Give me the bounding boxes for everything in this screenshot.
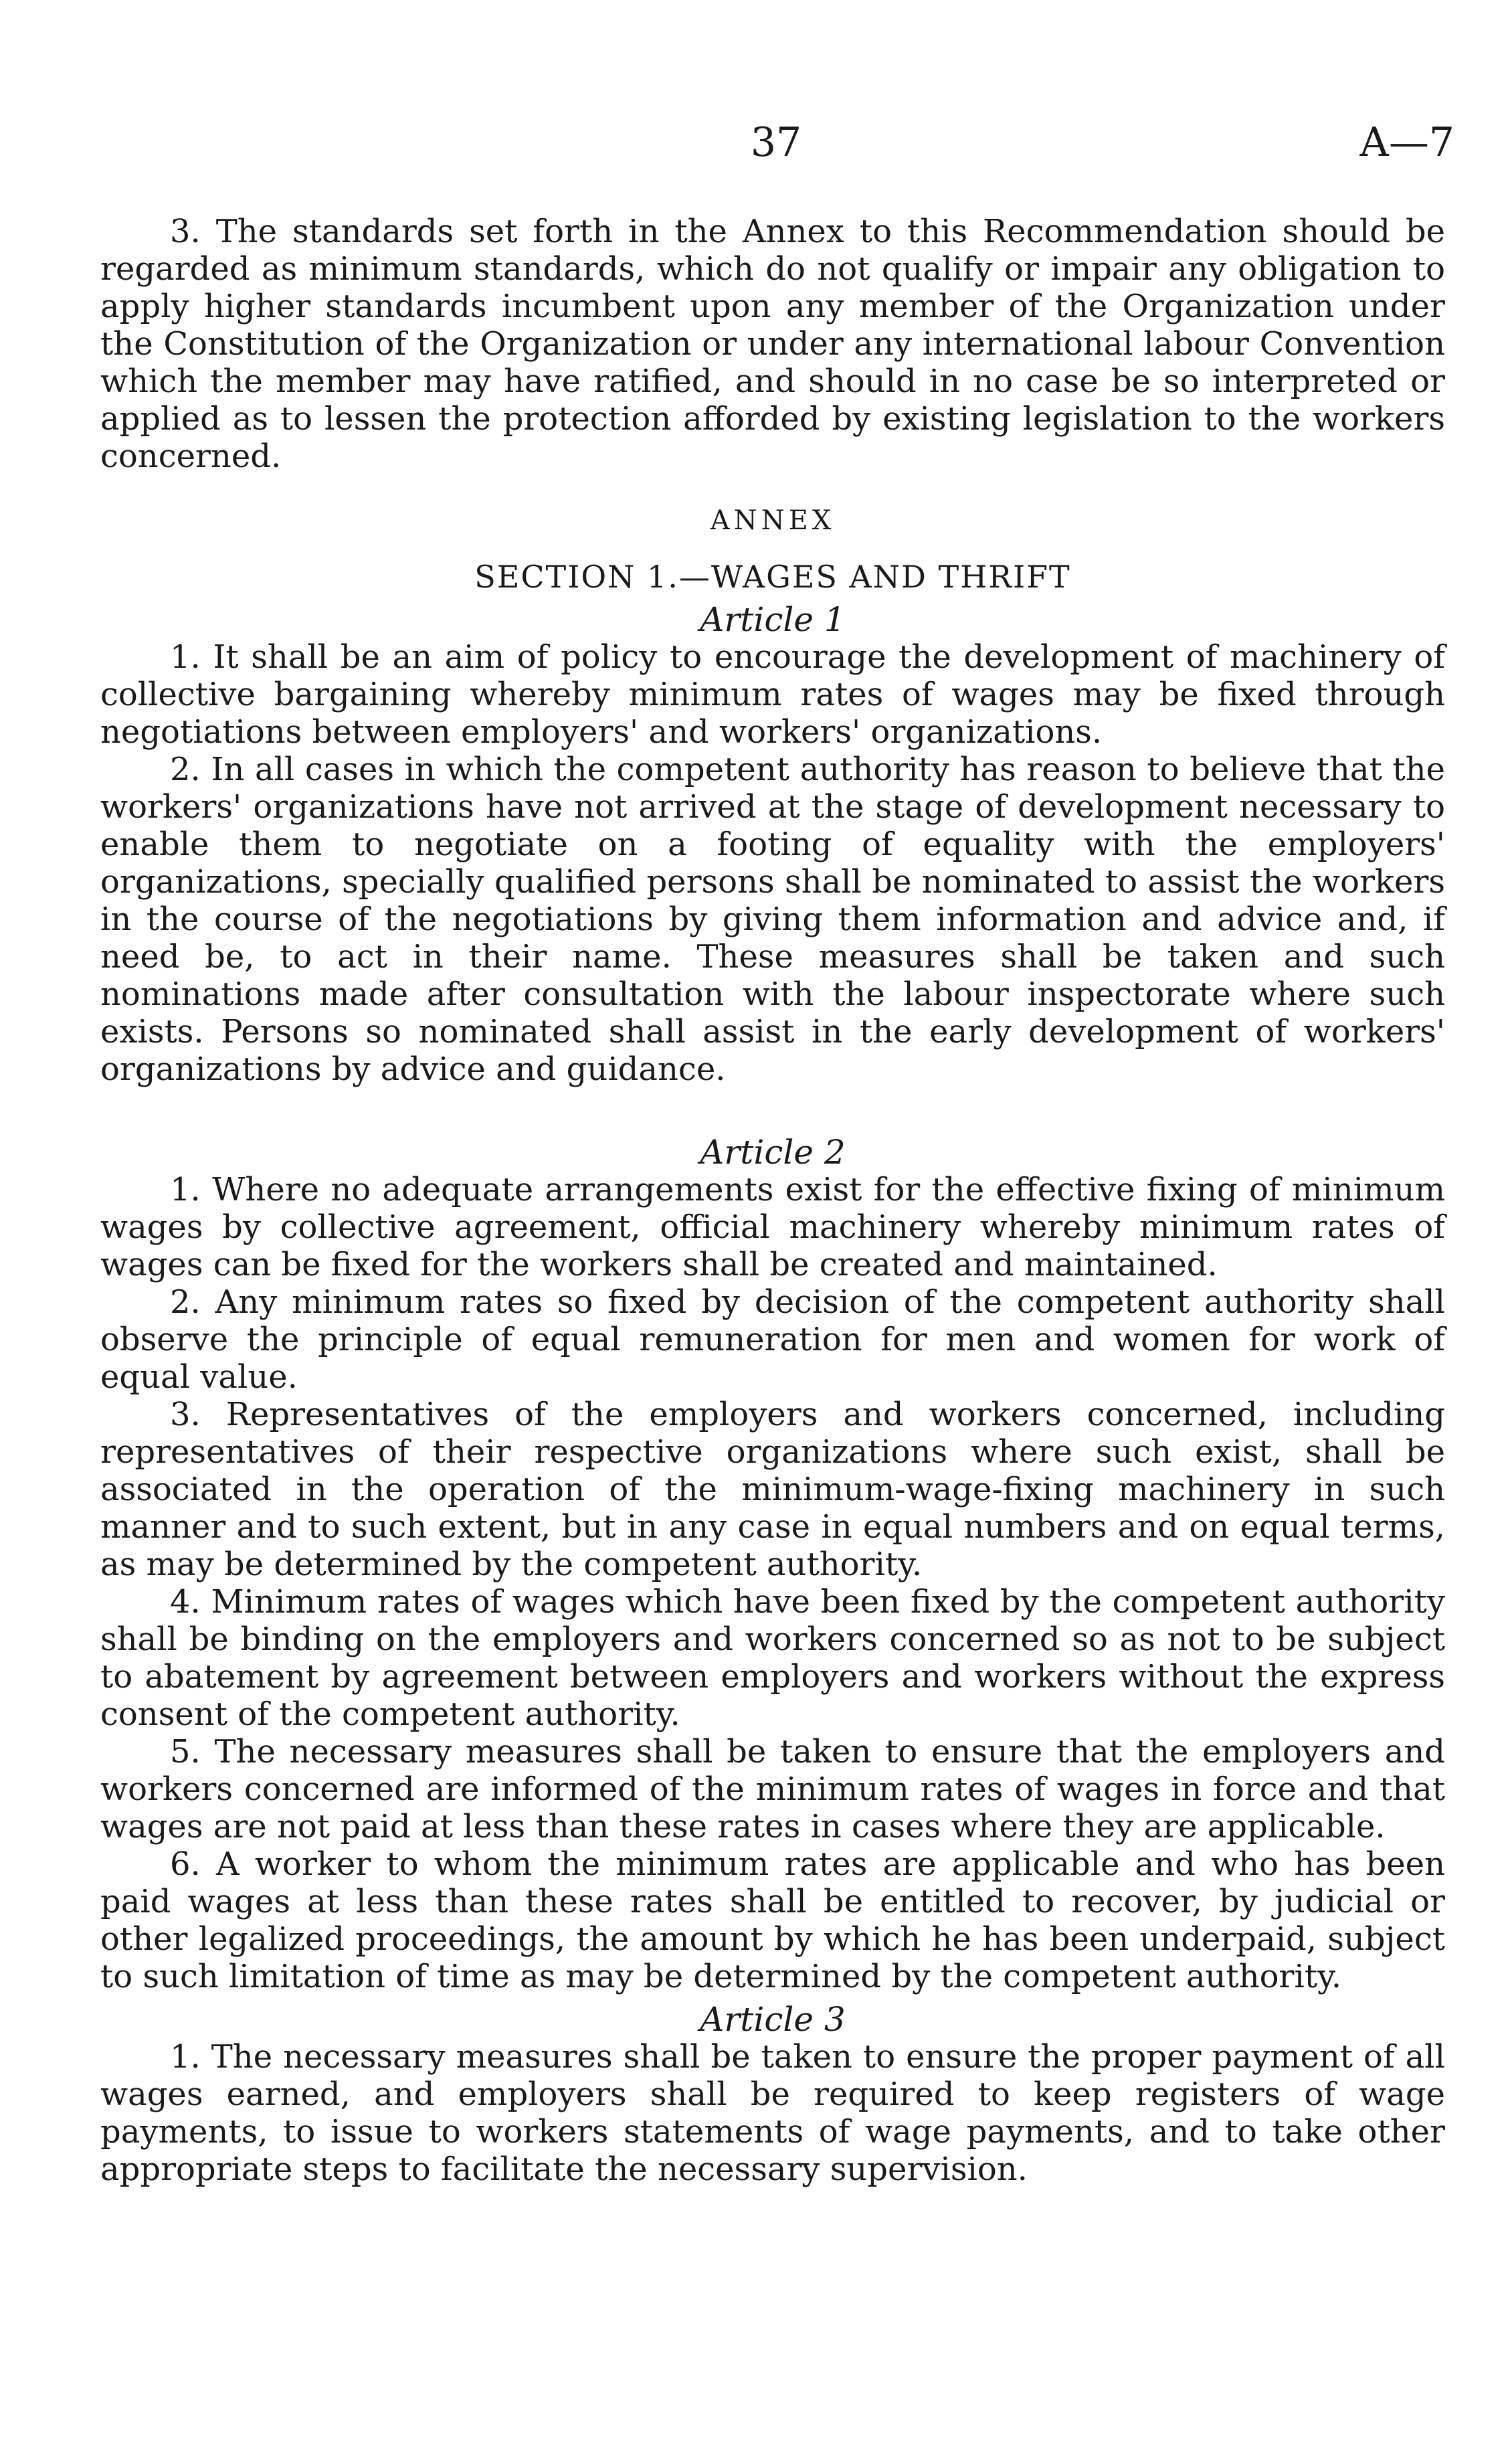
annex-title: ANNEX [710,505,836,536]
document-code: A—7 [1359,119,1454,166]
article-3-paragraph-1: 1. The necessary measures shall be taken to ensure the proper payment of all wages earned, and employers shall be required to keep registers of wage payments, to issue to workers statements of wage payments, and to take other appropriate steps to facilitate the necessary supervision. [100,2038,1445,2188]
article-2-paragraph-1: 1. Where no adequate arrangements exist for the effective fixing of minimum wages by collective agreement, official machinery whereby minimum rates of wages can be fixed for the workers shall be created and maintained. [100,1171,1445,1283]
article-2-paragraph-5: 5. The necessary measures shall be taken to ensure that the employers and workers concerned are informed of the minimum rates of wages in force and that wages are not paid at less than these rates in cases where they are applicable. [100,1733,1445,1845]
article-2-paragraph-6: 6. A worker to whom the minimum rates are applicable and who has been paid wages at less than these rates shall be entitled to recover, by judicial or other legalized proceedings, the amount by which he has been underpaid, subject to such limitation of time as may be determined by the competent authority. [100,1845,1445,1995]
section-heading: SECTION 1.—WAGES AND THRIFT [474,559,1071,595]
document-body [100,213,1445,2188]
article-1-paragraph-1: 1. It shall be an aim of policy to encourage the development of machinery of collective bargaining whereby minimum rates of wages may be fixed through negotiations between employers' and workers' organizations. [100,638,1445,751]
article-1-paragraph-2: 2. In all cases in which the competent authority has reason to believe that the workers' organizations have not arrived at the stage of development necessary to enable them to negotiate on a footing of equality with the employers' organizations, specially qualified persons shall be nominated to assist the workers in the course of the negotiations by giving them information and advice and, if need be, to act in their name. These measures shall be taken and such nominations made after consultation with the labour inspectorate where such exists. Persons so nominated shall assist in the early development of workers' organizations by advice and guidance. [100,751,1445,1088]
page-number: 37 [750,119,802,166]
article-1-heading: Article 1 [700,600,846,639]
article-3-heading: Article 3 [700,2000,846,2039]
article-2-paragraph-4: 4. Minimum rates of wages which have been fixed by the competent authority shall be binding on the employers and workers concerned so as not to be subject to abatement by agreement between employers and workers without the express consent of the competent authority. [100,1583,1445,1733]
article-2-heading: Article 2 [700,1133,846,1172]
article-2-paragraph-2: 2. Any minimum rates so fixed by decision of the competent authority shall observe the principle of equal remuneration for men and women for work of equal value. [100,1283,1445,1396]
paragraph-3: 3. The standards set forth in the Annex to this Recommendation should be regarded as minimum standards, which do not qualify or impair any obligation to apply higher standards incumbent upon any member of the Organization under the Constitution of the Organization or under any international labour Convention which the member may have ratified, and should in no case be so interpreted or applied as to lessen the protection afforded by existing legislation to the workers concerned. [100,213,1445,475]
article-2-paragraph-3: 3. Representatives of the employers and workers concerned, including representatives of their respective organizations where such exist, shall be associated in the operation of the minimum-wage-fixing machinery in such manner and to such extent, but in any case in equal numbers and on equal terms, as may be determined by the competent authority. [100,1396,1445,1583]
